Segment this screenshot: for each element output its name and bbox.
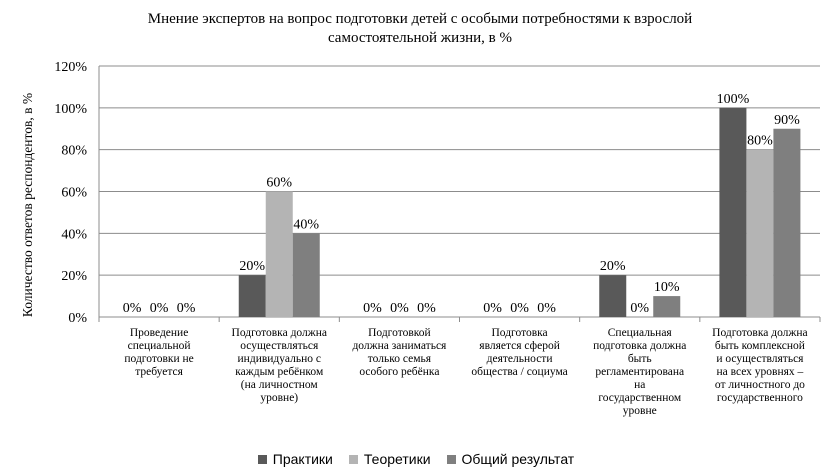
x-category-label	[100, 327, 218, 379]
x-category-label-line: быть	[627, 353, 652, 365]
bar	[773, 129, 800, 317]
data-label: 90%	[774, 112, 800, 128]
x-category-label-line: на всех уровнях –	[716, 366, 804, 378]
legend-label: Теоретики	[363, 451, 431, 467]
x-category-label-line: особого ребёнка	[359, 366, 440, 378]
x-category-label-line: государственного	[716, 392, 803, 404]
x-category-label-line: является сферой	[479, 340, 560, 352]
x-category-label	[340, 327, 458, 379]
x-category-label-line: и осуществляться	[716, 353, 804, 365]
x-category-label-line: деятельности	[486, 353, 553, 365]
data-label: 10%	[653, 280, 680, 296]
legend-item	[447, 451, 575, 467]
data-label: 80%	[747, 133, 773, 149]
y-tick-label: 0%	[68, 311, 87, 326]
y-tick-label: 120%	[54, 60, 87, 75]
x-category-label-line: Подготовка должна	[231, 327, 327, 339]
x-category-label-line: каждым ребёнком	[235, 366, 324, 378]
y-tick-label: 40%	[61, 227, 87, 243]
data-label: 100%	[716, 91, 750, 107]
y-tick-label: 100%	[54, 101, 87, 117]
x-category-label-line: осуществляться	[240, 340, 319, 352]
chart-title-line-1: Мнение экспертов на вопрос подготовки детей с особыми потребностями к взрослой	[147, 11, 693, 27]
bar	[239, 275, 266, 317]
legend-label: Общий результат	[461, 451, 575, 467]
bar	[719, 108, 746, 317]
x-category-label-line: государственном	[598, 392, 682, 404]
data-label: 20%	[239, 259, 266, 275]
bar	[266, 192, 293, 318]
x-category-label-line: требуется	[135, 366, 183, 378]
legend-item	[258, 451, 333, 467]
x-category-label	[581, 327, 699, 418]
legend-swatch	[349, 455, 358, 464]
chart-title-line-2: самостоятельной жизни, в %	[327, 30, 513, 46]
data-label: 0%	[483, 301, 502, 316]
data-label: 0%	[176, 301, 196, 316]
bar	[746, 150, 773, 317]
x-category-label-line: Подготовка	[491, 327, 548, 339]
x-category-label-line: специальной	[127, 340, 191, 352]
x-category-label-line: от личностного до	[714, 379, 805, 391]
x-category-label-line: индивидуально с	[237, 353, 321, 365]
data-label: 0%	[510, 301, 529, 316]
bar	[653, 296, 680, 317]
x-category-label-line: регламентирована	[595, 366, 685, 378]
x-category-label-line: только семья	[367, 353, 432, 365]
bar	[599, 275, 626, 317]
x-category-label	[220, 327, 338, 405]
legend-swatch	[258, 455, 267, 464]
x-category-label-line: Специальная	[607, 327, 672, 339]
x-category-label-line: быть комплексной	[714, 340, 805, 352]
x-category-label-line: уровне	[622, 405, 657, 417]
data-label: 0%	[390, 301, 409, 316]
data-label: 40%	[293, 217, 320, 233]
x-category-label-line: Проведение	[129, 327, 189, 339]
bar	[293, 233, 320, 317]
y-axis-label: Количество ответов респондентов, в %	[20, 92, 35, 318]
data-label: 0%	[537, 301, 556, 316]
legend-item	[349, 451, 431, 467]
data-label: 60%	[266, 175, 293, 191]
legend-swatch	[447, 455, 456, 464]
x-category-label-line: уровне)	[260, 392, 299, 404]
y-tick-label: 20%	[61, 269, 87, 285]
x-category-label-line: Подготовка должна	[712, 327, 808, 339]
x-category-label	[461, 327, 579, 379]
data-label: 0%	[122, 301, 142, 316]
data-label: 0%	[417, 301, 436, 316]
y-tick-label: 80%	[61, 143, 87, 159]
x-category-label-line: подготовки не	[124, 353, 194, 365]
data-label: 0%	[363, 301, 382, 316]
data-label: 0%	[149, 301, 169, 316]
legend	[0, 451, 832, 467]
x-category-label	[701, 327, 819, 405]
x-category-label-line: на	[634, 379, 646, 391]
x-category-label-line: Подготовкой	[368, 327, 431, 339]
x-category-label-line: подготовка должна	[593, 340, 687, 352]
legend-label: Практики	[272, 451, 333, 467]
y-tick-label: 60%	[61, 185, 87, 201]
data-label: 20%	[599, 259, 626, 275]
data-label: 0%	[630, 301, 650, 316]
x-category-label-line: общества / социума	[471, 366, 568, 378]
x-category-label-line: должна заниматься	[352, 340, 447, 352]
x-category-label-line: (на личностном	[240, 379, 318, 391]
